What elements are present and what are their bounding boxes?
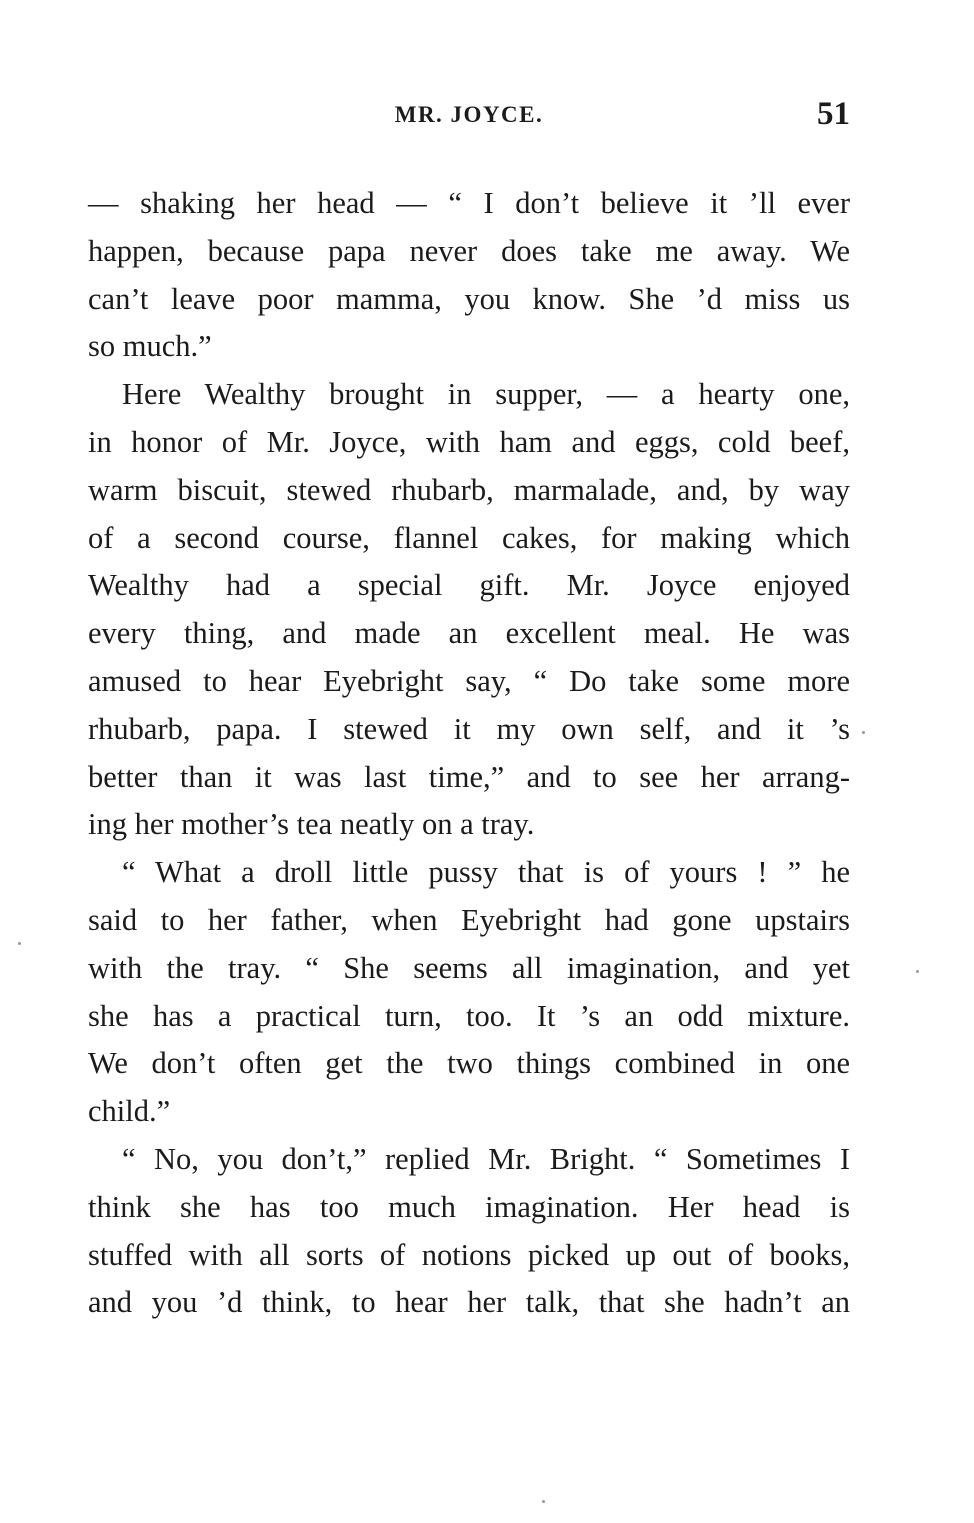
text-line: so much.” — [88, 329, 212, 364]
text-line: with the tray. “ She seems all imagination, and yet — [88, 950, 850, 985]
paper-speck — [542, 1500, 545, 1503]
text-line: of a second course, flannel cakes, for making which — [88, 520, 850, 555]
paper-speck — [862, 731, 865, 734]
paragraph-start-line: Here Wealthy brought in supper, — a hearty one, — [122, 377, 850, 412]
text-line: Wealthy had a special gift. Mr. Joyce enjoyed — [88, 568, 850, 603]
paragraph-start-line: “ What a droll little pussy that is of yours ! ” he — [122, 855, 850, 890]
running-head — [88, 96, 850, 136]
text-line: rhubarb, papa. I stewed it my own self, and it ’s — [88, 711, 850, 746]
paper-speck — [916, 970, 919, 973]
text-line: stuffed with all sorts of notions picked up out of books, — [88, 1237, 850, 1272]
text-line: every thing, and made an excellent meal. He was — [88, 616, 850, 651]
text-line: amused to hear Eyebright say, “ Do take some more — [88, 663, 850, 698]
text-line: — shaking her head — “ I don’t believe it ’ll ever — [88, 186, 850, 220]
text-line: We don’t often get the two things combined in one — [88, 1046, 850, 1081]
text-line: she has a practical turn, too. It ’s an odd mixture. — [88, 998, 850, 1033]
text-line: in honor of Mr. Joyce, with ham and eggs, cold beef, — [88, 424, 850, 459]
text-line: said to her father, when Eyebright had gone upstairs — [88, 902, 850, 937]
text-line: can’t leave poor mamma, you know. She ’d miss us — [88, 281, 850, 316]
text-line: and you ’d think, to hear her talk, that she hadn’t an — [88, 1285, 850, 1320]
text-line: better than it was last time,” and to see her arrang- — [88, 759, 850, 794]
text-line: happen, because papa never does take me away. We — [88, 233, 850, 268]
paragraph-start-line: “ No, you don’t,” replied Mr. Bright. “ Sometimes I — [122, 1141, 850, 1176]
text-line: warm biscuit, stewed rhubarb, marmalade, and, by way — [88, 472, 850, 507]
running-title: MR. JOYCE. — [394, 102, 544, 127]
text-line: child.” — [88, 1094, 171, 1129]
text-line: think she has too much imagination. Her head is — [88, 1189, 850, 1224]
text-line: ing her mother’s tea neatly on a tray. — [88, 807, 535, 842]
page-number: 51 — [817, 96, 850, 132]
body-text — [88, 180, 850, 1327]
paper-speck — [18, 942, 21, 945]
